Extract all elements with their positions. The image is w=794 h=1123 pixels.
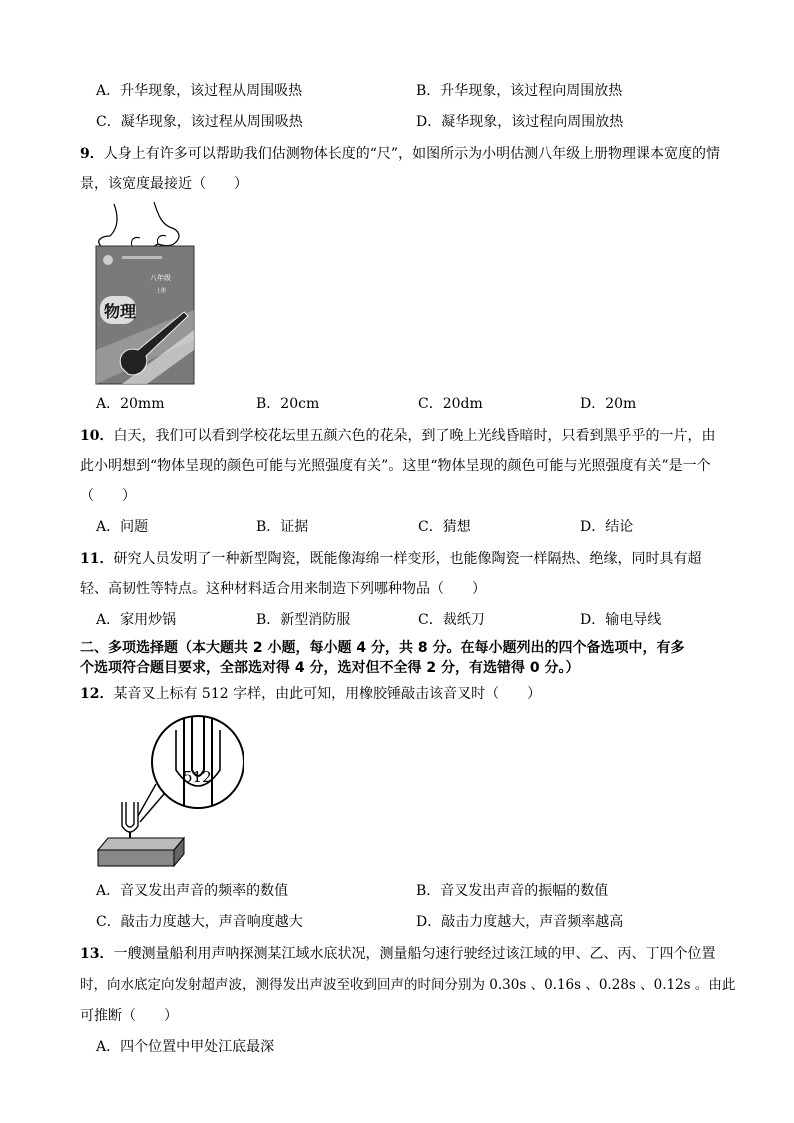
q12-option-b: B．音叉发出声音的振幅的数值	[416, 883, 609, 899]
section2-heading-line2: 个选项符合题目要求，全部选对得 4 分，选对但不全得 2 分，有选错得 0 分。）	[80, 660, 580, 676]
q11-stem-line1: 研究人员发明了一种新型陶瓷，既能像海绵一样变形，也能像陶瓷一样隔热、绝缘，同时具有超	[113, 551, 702, 567]
q8-option-c: C．凝华现象，该过程从周围吸热	[96, 114, 303, 130]
q9-option-b: B．20cm	[256, 396, 320, 412]
q12-option-a: A．音叉发出声音的频率的数值	[96, 883, 289, 899]
q13-stem	[80, 944, 715, 964]
q9-option-c: C．20dm	[418, 396, 483, 412]
q10-option-d: D．结论	[580, 519, 634, 535]
book-grade: 八年级	[150, 274, 171, 282]
q9-number: 9．	[80, 146, 104, 162]
section2-heading-line1: 二、多项选择题（本大题共 2 小题，每小题 4 分，共 8 分。在每小题列出的四个备选项中，有多	[80, 640, 685, 656]
q11-option-a: A．家用炒锅	[96, 612, 177, 628]
q8-option-a: A．升华现象，该过程从周围吸热	[96, 83, 303, 99]
q10-stem	[80, 426, 715, 446]
q9-stem-line2: 景，该宽度最接近（ ）	[80, 176, 248, 192]
q8-option-b: B．升华现象，该过程向周围放热	[416, 83, 623, 99]
q13-stem-line2: 时，向水底定向发射超声波，测得发出声波至收到回声的时间分别为 0.30s 、0.16s 、0.28s 、0.12s 。由此	[80, 977, 736, 993]
q11-stem	[80, 549, 701, 569]
q12-number: 12．	[80, 686, 114, 702]
q12-figure-tuning-fork	[94, 710, 244, 870]
q10-stem-line1: 白天，我们可以看到学校花坛里五颜六色的花朵，到了晚上光线昏暗时，只看到黑乎乎的一片，由	[113, 428, 716, 444]
q10-stem-line3: （ ）	[80, 488, 136, 504]
q12-stem	[80, 684, 541, 704]
q9-figure-hand-measuring-book	[92, 200, 198, 386]
q12-option-c: C．敲击力度越大，声音响度越大	[96, 914, 303, 930]
fork-label: 512	[183, 768, 212, 786]
q9-option-a: A．20mm	[96, 396, 165, 412]
q12-option-d: D．敲击力度越大，声音频率越高	[416, 914, 624, 930]
q11-stem-line2: 轻、高韧性等特点。这种材料适合用来制造下列哪种物品（ ）	[80, 581, 486, 597]
q10-number: 10．	[80, 428, 114, 444]
q10-stem-line2: 此小明想到“物体呈现的颜色可能与光照强度有关”。这里“物体呈现的颜色可能与光照强度有关”是一个	[80, 458, 711, 474]
q12-stem-line1: 某音叉上标有 512 字样，由此可知，用橡胶锤敲击该音叉时（ ）	[113, 686, 542, 702]
q13-option-a: A．四个位置中甲处江底最深	[96, 1039, 275, 1055]
q13-number: 13．	[80, 946, 114, 962]
q13-stem-line3: 可推断（ ）	[80, 1008, 178, 1024]
q10-option-c: C．猜想	[418, 519, 471, 535]
q11-option-d: D．输电导线	[580, 612, 662, 628]
q9-stem	[80, 144, 720, 164]
q13-stem-line1: 一艘测量船利用声呐探测某江域水底状况，测量船匀速行驶经过该江域的甲、乙、丙、丁四个位置	[113, 946, 716, 962]
q10-option-a: A．问题	[96, 519, 149, 535]
q11-option-b: B．新型消防服	[256, 612, 351, 628]
q9-option-d: D．20m	[580, 396, 637, 412]
book-volume: 上册	[156, 288, 167, 294]
q10-option-b: B．证据	[256, 519, 309, 535]
book-title: 物理	[104, 302, 137, 321]
q11-option-c: C．裁纸刀	[418, 612, 485, 628]
q11-number: 11．	[80, 551, 114, 567]
q8-option-d: D．凝华现象，该过程向周围放热	[416, 114, 624, 130]
q9-stem-line1: 人身上有许多可以帮助我们估测物体长度的“尺”，如图所示为小明估测八年级上册物理课本宽度的情	[103, 146, 721, 162]
